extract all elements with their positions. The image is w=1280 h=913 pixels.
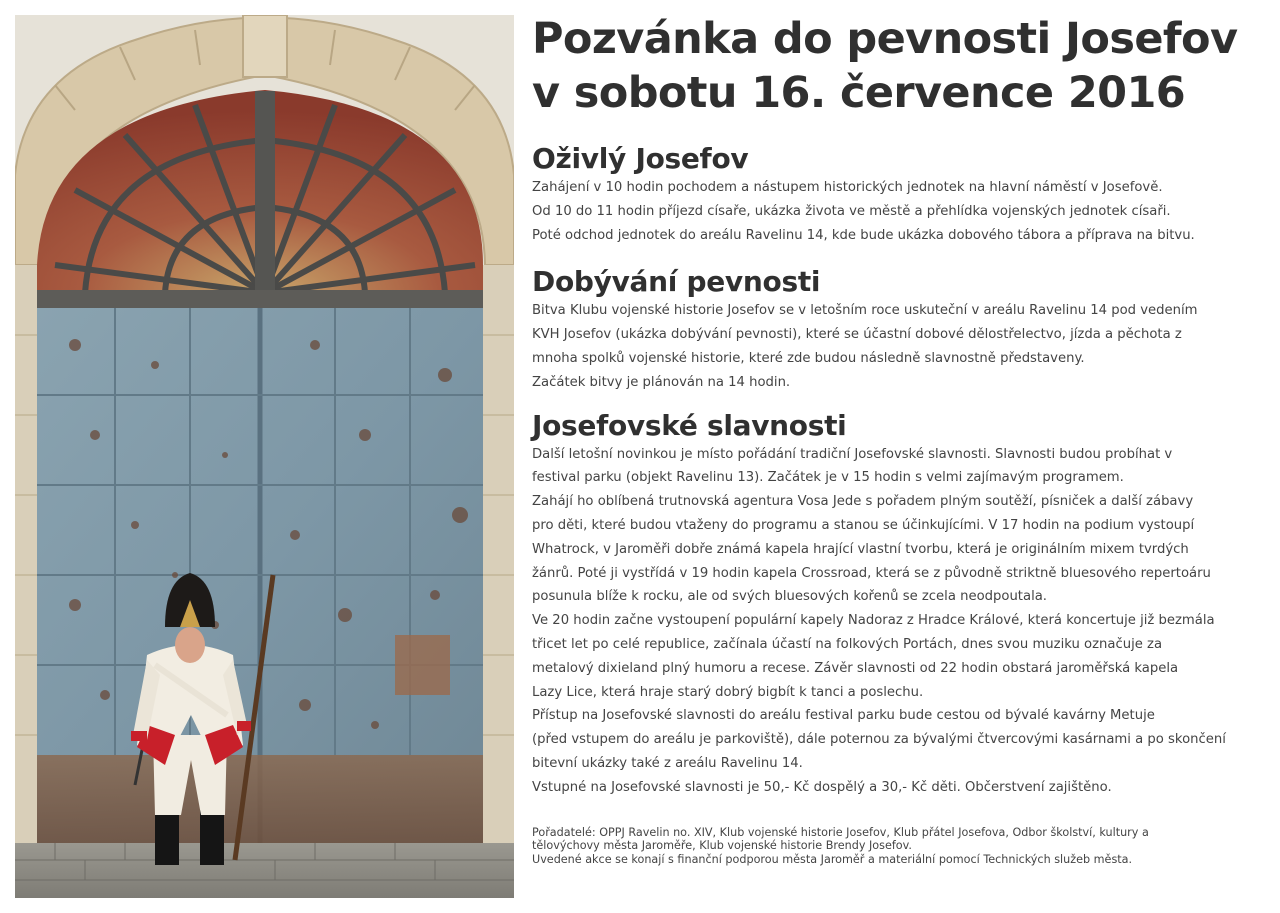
text-line: Od 10 do 11 hodin příjezd císaře, ukázka života ve městě a přehlídka vojenských jednotek císaři. [532, 203, 1171, 219]
section-heading: Dobývání pevnosti [532, 265, 821, 299]
text-line: Poté odchod jednotek do areálu Ravelinu 14, kde bude ukázka dobového tábora a příprava na bitvu. [532, 227, 1195, 243]
section-heading: Oživlý Josefov [532, 142, 749, 175]
text-line: žánrů. Poté ji vystřídá v 19 hodin kapela Crossroad, která se z původně striktně bluesového repertoáru [532, 565, 1211, 581]
rust-patch [395, 635, 450, 695]
right-pillar [483, 265, 514, 845]
text-line: Zahájení v 10 hodin pochodem a nástupem historických jednotek na hlavní náměstí v Josefově. [532, 180, 1163, 195]
text-line: Přístup na Josefovské slavnosti do areálu festival parku bude cestou od bývalé kavárny Metuje [532, 708, 1155, 724]
cobblestone-ground [15, 843, 514, 898]
footer-line: Pořadatelé: OPPJ Ravelin no. XIV, Klub vojenské historie Josefov, Klub přátel Josefova, Odbor školství, kultury a [532, 825, 1149, 839]
text-line: Vstupné na Josefovské slavnosti je 50,- Kč dospělý a 30,- Kč děti. Občerstvení zajištěno. [532, 779, 1112, 795]
invitation-text [532, 12, 1272, 866]
section-dobyvani-pevnosti [532, 265, 1272, 394]
text-line: Whatrock, v Jaroměři dobře známá kapela hrající vlastní tvorbu, která je originálním mixem tvrdých [532, 541, 1189, 557]
gate-photo-illustration [15, 15, 514, 898]
text-line: Ve 20 hodin začne vystoupení populární kapely Nadoraz z Hradce Králové, která koncertuje již bezmála [532, 613, 1215, 629]
footer-line: Uvedené akce se konají s finanční podporou města Jaroměř a materiální pomocí Technických služeb města. [532, 852, 1133, 866]
text-line: Další letošní novinkou je místo pořádání tradiční Josefovské slavnosti. Slavnosti budou probíhat v [532, 446, 1173, 462]
section-paragraph [532, 299, 1272, 394]
text-line: pro děti, které budou vtaženy do programu a stanou se účinkujícími. V 17 hodin na podium vystoupí [532, 517, 1195, 533]
text-line: třicet let po celé republice, začínala účastí na folkových Portách, dnes svou muziku označuje za [532, 636, 1163, 652]
text-line: metalový dixieland plný humoru a recese. Závěr slavnosti od 22 hodin obstará jaroměřská kapela [532, 660, 1179, 676]
section-paragraph [532, 176, 1272, 247]
text-line: Zahájí ho oblíbená trutnovská agentura Vosa Jede s pořadem plným soutěží, písniček a další zábavy [532, 494, 1194, 510]
text-line: Začátek bitvy je plánován na 14 hodin. [532, 374, 791, 390]
left-pillar [15, 265, 37, 845]
title-line-1: Pozvánka do pevnosti Josefov [532, 14, 1238, 64]
grille-center-bar [255, 91, 275, 296]
title-line-2: v sobotu 16. července 2016 [532, 68, 1186, 118]
footer-line: tělovýchovy města Jaroměře, Klub vojenské historie Brendy Josefov. [532, 839, 912, 853]
text-line: bitevní ukázky také z areálu Ravelinu 14. [532, 755, 803, 771]
text-line: KVH Josefov (ukázka dobývání pevnosti), které se účastní dobové dělostřelectvo, jízda a pěchota z [532, 327, 1182, 343]
section-paragraph [532, 443, 1272, 800]
gate-photo [15, 15, 514, 898]
grille-lintel [37, 290, 483, 308]
keystone [243, 15, 287, 77]
text-line: mnoha spolků vojenské historie, které zde budou následně slavnostně představeny. [532, 350, 1085, 366]
section-heading: Josefovské slavnosti [532, 408, 847, 442]
section-josefovske-slavnosti [532, 409, 1272, 800]
text-line: festival parku (objekt Ravelinu 13). Začátek je v 15 hodin s velmi zajímavým programem. [532, 470, 1124, 486]
organizers-footer [532, 826, 1272, 867]
text-line: Lazy Lice, která hraje starý dobrý bigbít k tanci a poslechu. [532, 684, 924, 700]
invitation-title [532, 12, 1272, 120]
text-line: Bitva Klubu vojenské historie Josefov se v letošním roce uskuteční v areálu Ravelinu 14 pod vedením [532, 303, 1198, 319]
text-line: (před vstupem do areálu je parkoviště), dále poternou za bývalými čtvercovými kasárnami a po skončení [532, 732, 1226, 748]
section-ozivly-josefov [532, 142, 1272, 247]
text-line: posunula blíže k rocku, ale od svých bluesových kořenů se zcela neodpoutala. [532, 589, 1048, 605]
rust-base [37, 755, 483, 843]
